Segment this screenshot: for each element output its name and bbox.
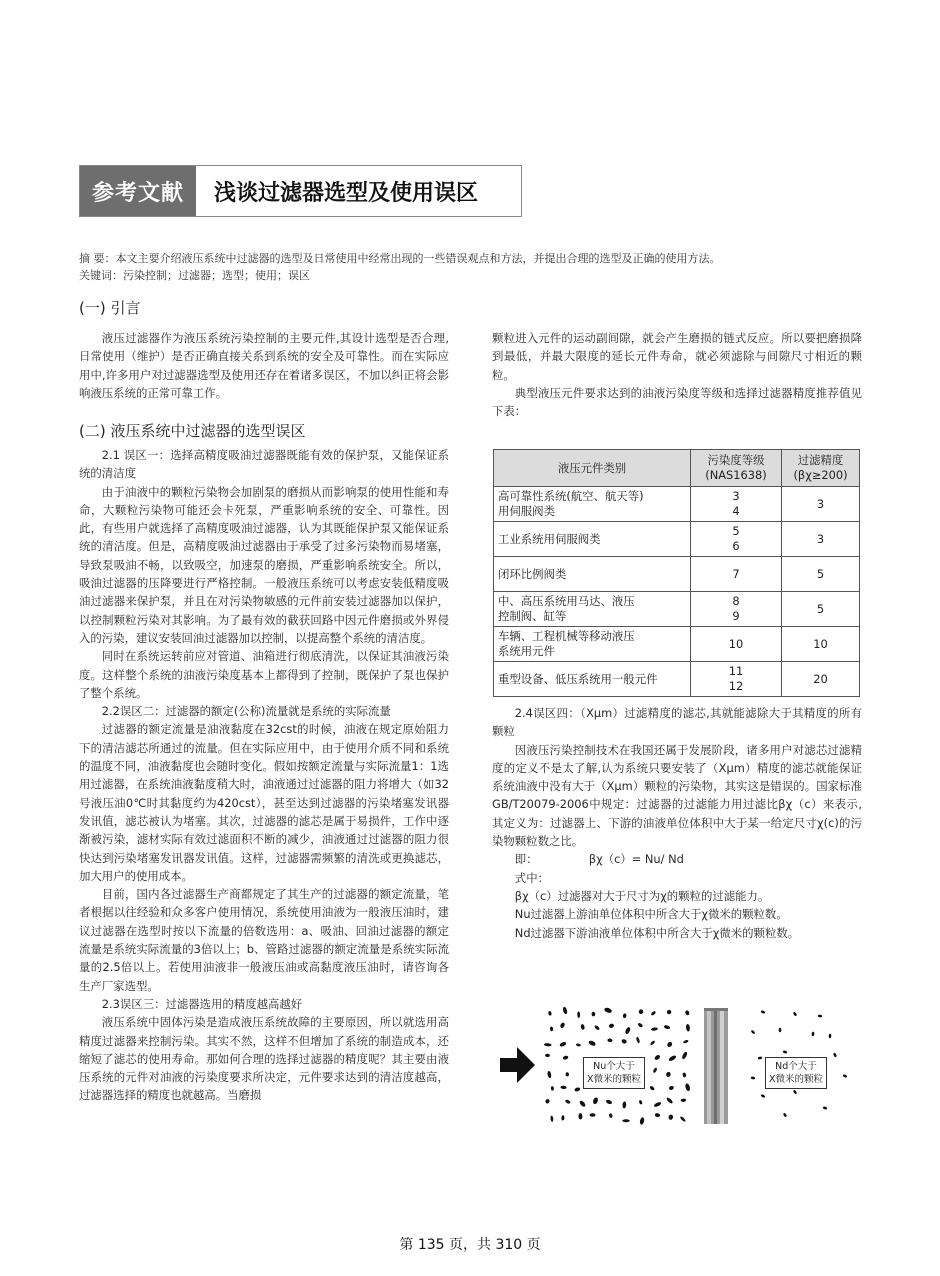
particle: [545, 1099, 550, 1104]
particle: [666, 1071, 672, 1077]
particle: [638, 1009, 643, 1014]
cell-category: 车辆、工程机械等移动液压 系统用元件: [494, 627, 691, 662]
paragraph: 典型液压元件要求达到的油液污染度等级和选择过滤器精度推荐值见下表：: [492, 385, 862, 419]
particle: [544, 1043, 552, 1047]
particle: [639, 1117, 645, 1125]
particle: [683, 1039, 689, 1044]
page-number: 第 135 页，共 310 页: [399, 1237, 541, 1253]
heading-introduction: (一) 引言: [79, 299, 141, 317]
particle: [783, 1112, 787, 1117]
particle: [822, 1106, 827, 1110]
particle: [622, 1119, 629, 1122]
particle: [666, 1041, 673, 1048]
contamination-table: [493, 449, 860, 697]
particle: [833, 1052, 837, 1057]
intro-text: [79, 329, 449, 402]
particle: [578, 1113, 582, 1119]
particle: [654, 1054, 661, 1061]
particle: [666, 1009, 672, 1015]
paragraph: 因液压污染控制技术在我国还属于发展阶段，诸多用户对滤芯过滤精度的定义不是太了解,认为系统只要安装了（Xμm）精度的滤芯就能保证系统油液中没有大于（Xμm）颗粒的污染物，其实这是错误的。国家标准GB/T20079-2006中规定：过滤器的过滤能力用过滤比βχ（c）来表示, 其定义为：过滤器上、下游的油液单位体积中大于某一给定尺寸χ(c)的污染物颗粒数之比。: [492, 742, 862, 849]
abstract: [79, 250, 859, 284]
cell-precision: 20: [782, 662, 860, 697]
cell-precision: 3: [782, 487, 860, 522]
particle: [576, 1043, 581, 1047]
header-precision: 过滤精度 (βχ≥200): [782, 450, 860, 487]
particle: [551, 1086, 554, 1090]
particle: [565, 1072, 569, 1077]
particle: [639, 1100, 643, 1105]
particle: [594, 1025, 600, 1031]
particle: [623, 1013, 627, 1018]
cell-precision: 10: [782, 627, 860, 662]
cell-category: 工业系统用伺服阀类: [494, 522, 691, 557]
particle: [560, 1022, 566, 1029]
particle: [559, 1041, 567, 1047]
particle: [548, 1011, 552, 1016]
particle: [829, 1034, 832, 1039]
definition-nu: Nu过滤器上游油单位体积中所含大于χ微米的颗粒数。: [514, 907, 788, 922]
cell-precision: 5: [782, 592, 860, 627]
particle: [668, 1055, 677, 1062]
particle: [818, 1014, 823, 1017]
cell-nas: 11 12: [691, 662, 782, 697]
cell-category: 中、高压系统用马达、液压 控制阀、缸等: [494, 592, 691, 627]
particle: [668, 1085, 674, 1090]
table-row: [494, 592, 860, 627]
particle: [758, 1056, 763, 1059]
paragraph: 目前，国内各过滤器生产商都规定了其生产的过滤器的额定流量，笔者根据以往经验和众多客户使用情况，系统使用油液为一般液压油时，建议过滤器在选型时按以下流量的倍数选用：a、吸油、回油过滤器的额定流量是系统实际流量的3倍以上；b、管路过滤器的额定流量是系统实际流量的2.5倍以上。若使用油液非一般液压油或高黏度液压油时，请咨询各生产厂家选型。: [79, 887, 449, 993]
right-column-body: [492, 704, 862, 942]
particle: [550, 1026, 554, 1031]
particle: [760, 1010, 765, 1014]
cell-category: 高可靠性系统(航空、航天等) 用伺服阀类: [494, 487, 691, 522]
paragraph: 过滤器的额定流量是油液黏度在32cst的时候，油液在规定原始阻力下的清洁滤芯所通过的流量。但在实际应用中，由于使用介质不同和系统的温度不同，油液黏度也会随时变化。假如按额定流量与实际流量1：1选用过滤器，在系统油液黏度稍大时，油液通过过滤器的阻力将增大（如32号液压油0℃时其黏度约为420cst），甚至达到过滤器的污染堵塞发讯器发讯值，滤芯被认为堵塞。其次，过滤器的滤芯是属于易损件，工作中逐渐被污染，滤材实际有效过滤面积不断的减少，油液通过过滤器的阻力很快达到污染堵塞发讯器发讯值。这样，过滤器需频繁的清洗或更换滤芯，加大用户的使用成本。: [79, 722, 449, 883]
particle: [577, 1011, 580, 1018]
particle: [793, 1089, 797, 1094]
particle: [592, 1097, 599, 1105]
particle: [588, 1040, 596, 1047]
particle: [685, 1083, 691, 1092]
particle: [605, 1099, 612, 1105]
particle: [666, 1097, 674, 1105]
subheading-2-4: 2.4误区四：（Xμm）过滤精度的滤芯,其就能滤除大于其精度的所有颗粒: [492, 706, 862, 739]
abstract-summary: 摘 要：本文主要介绍液压系统中过滤器的选型及日常使用中经常出现的一些错误观点和方法，并提出合理的选型及正确的使用方法。: [79, 252, 721, 265]
formula-line: [492, 850, 862, 868]
particle: [812, 1032, 815, 1037]
particle: [607, 1038, 613, 1042]
particle: [609, 1113, 613, 1118]
particle: [650, 1010, 656, 1016]
particle: [562, 1055, 568, 1060]
left-column-body: [79, 446, 449, 1105]
subheading-2-2: 2.2误区二：过滤器的额定(公称)流量就是系统的实际流量: [101, 704, 391, 719]
flow-arrow-icon: [500, 1047, 535, 1083]
particle: [547, 1071, 552, 1079]
particle: [574, 1087, 581, 1092]
heading-selection-mistakes: (二) 液压系统中过滤器的选型误区: [79, 422, 306, 440]
particle: [624, 1026, 631, 1034]
particle: [562, 1006, 568, 1014]
particle: [842, 1074, 847, 1078]
cell-category: 重型设备、低压系统用一般元件: [494, 662, 691, 697]
particle: [664, 1025, 671, 1030]
cell-precision: 3: [782, 522, 860, 557]
cell-precision: 5: [782, 557, 860, 592]
formula-where: 式中：: [514, 870, 549, 885]
particle: [561, 1115, 564, 1120]
definition-nd: Nd过滤器下游油液单位体积中所含大于χ微米的颗粒数。: [514, 925, 800, 940]
cell-nas: 3 4: [691, 487, 782, 522]
formula: βχ（c）= Nu/ Nd: [588, 852, 684, 867]
particle: [681, 1051, 688, 1060]
cell-nas: 8 9: [691, 592, 782, 627]
particle: [679, 1116, 686, 1123]
paragraph: 颗粒进入元件的运动副间隙，就会产生磨损的链式反应。所以要把磨损降到最低，并最大限度的延长元件寿命，就必须滤除与间隙尺寸相近的颗粒。: [492, 331, 862, 382]
cell-nas: 7: [691, 557, 782, 592]
particle: [560, 1086, 566, 1090]
particle: [579, 1100, 587, 1108]
particle: [565, 1099, 571, 1104]
right-column-top: [492, 329, 862, 420]
particle: [550, 1115, 553, 1121]
particle: [751, 1030, 756, 1035]
keywords: 关键词：污染控制；过滤器；选型；使用；误区: [79, 269, 310, 282]
paragraph: 液压系统中固体污染是造成液压系统故障的主要原因，所以就选用高精度过滤器来控制污染。其实不然，这样不但增加了系统的制造成本，还缩短了滤芯的使用寿命。那如何合理的选择过滤器的精度呢？其主要由液压系统的元件对油液的污染度要求所决定，元件要求达到的清洁度越高，过滤器选择的精度也就越高。当磨损: [79, 1015, 449, 1103]
header-nas: 污染度等级 (NAS1638): [691, 450, 782, 487]
table-row: [494, 627, 860, 662]
particle: [751, 1076, 756, 1080]
cell-nas: 5 6: [691, 522, 782, 557]
article-title-box: [79, 165, 522, 217]
particle: [685, 1010, 690, 1016]
particle: [649, 1085, 655, 1091]
particle: [783, 1050, 788, 1054]
filter-element-icon: [704, 1008, 728, 1124]
paragraph: 同时在系统运转前应对管道、油箱进行彻底清洗，以保证其油液污染度。这样整个系统的油液污染度基本上都得到了控制，既保护了泵也保护了整个系统。: [79, 649, 449, 700]
particle: [621, 1038, 627, 1044]
section-tag: 参考文献: [80, 166, 196, 216]
subheading-2-1: 2.1 误区一：选择高精度吸油过滤器既能有效的保护泵，又能保证系统的清洁度: [79, 448, 449, 481]
particle: [655, 1113, 661, 1118]
particle: [622, 1101, 626, 1108]
definition-beta: βχ（c）过滤器对大于尺寸为χ的颗粒的过滤能力。: [514, 888, 770, 903]
downstream-label: Nd个大于 X微米的颗粒: [765, 1057, 827, 1089]
particle: [636, 1036, 641, 1043]
particle: [760, 1094, 765, 1098]
filtration-diagram: [495, 1000, 860, 1130]
paragraph: 由于油液中的颗粒污染物会加剧泵的磨损从而影响泵的使用性能和寿命，大颗粒污染物可能还会卡死泵，严重影响系统的安全、可靠性。因此，有些用户就选择了高精度吸油过滤器，认为其既能保护泵又能保证系统的清洁度。但是，高精度吸油过滤器由于承受了过多污染物而易堵塞，导致泵吸油不畅，以致吸空，加速泵的磨损，严重影响系统安全。所以，吸油过滤器的压降要进行严格控制。一般液压系统可以考虑安装低精度吸油过滤器来保护泵，并且在对污染物敏感的元件前安装过滤器加以保护，以控制颗粒污染对其影响。为了最有效的截获回路中因元件磨损或外界侵入的污染，建议安装回油过滤器加以控制，以提高整个系统的清洁度。: [79, 484, 449, 645]
particle: [650, 1040, 656, 1046]
paragraph: 液压过滤器作为液压系统污染控制的主要元件,其设计选型是否合理,日常使用（维护）是否正确直接关系到系统的安全及可靠性。而在实际应用中,许多用户对过滤器选型及使用还存在着诸多误区，不加以纠正将会影响液压系统的正常可靠工作。: [79, 331, 449, 400]
upstream-label: Nu个大于 X微米的颗粒: [583, 1057, 645, 1089]
cell-nas: 10: [691, 627, 782, 662]
table-row: [494, 522, 860, 557]
particle: [686, 1024, 691, 1032]
particle: [793, 1011, 798, 1016]
particle: [682, 1072, 686, 1077]
table-row: [494, 557, 860, 592]
article-title: 浅谈过滤器选型及使用误区: [214, 179, 479, 206]
particle: [668, 1114, 674, 1120]
subheading-2-3: 2.3误区三：过滤器选用的精度越高越好: [101, 996, 303, 1011]
particle: [637, 1022, 643, 1028]
cell-category: 闭环比例阀类: [494, 557, 691, 592]
particle: [779, 1028, 782, 1032]
particle: [580, 1024, 585, 1030]
particle: [651, 1027, 658, 1031]
formula-lead: 即：: [514, 852, 538, 867]
header-category: 液压元件类别: [494, 450, 691, 487]
table-row: [494, 662, 860, 697]
particle: [590, 1113, 596, 1117]
particle: [604, 1007, 613, 1014]
table-header-row: [494, 450, 860, 487]
particle: [545, 1054, 550, 1058]
table-row: [494, 487, 860, 522]
particle: [652, 1067, 657, 1073]
particle: [608, 1023, 614, 1029]
particle: [591, 1012, 595, 1017]
particle: [653, 1101, 661, 1107]
particle: [681, 1098, 687, 1102]
